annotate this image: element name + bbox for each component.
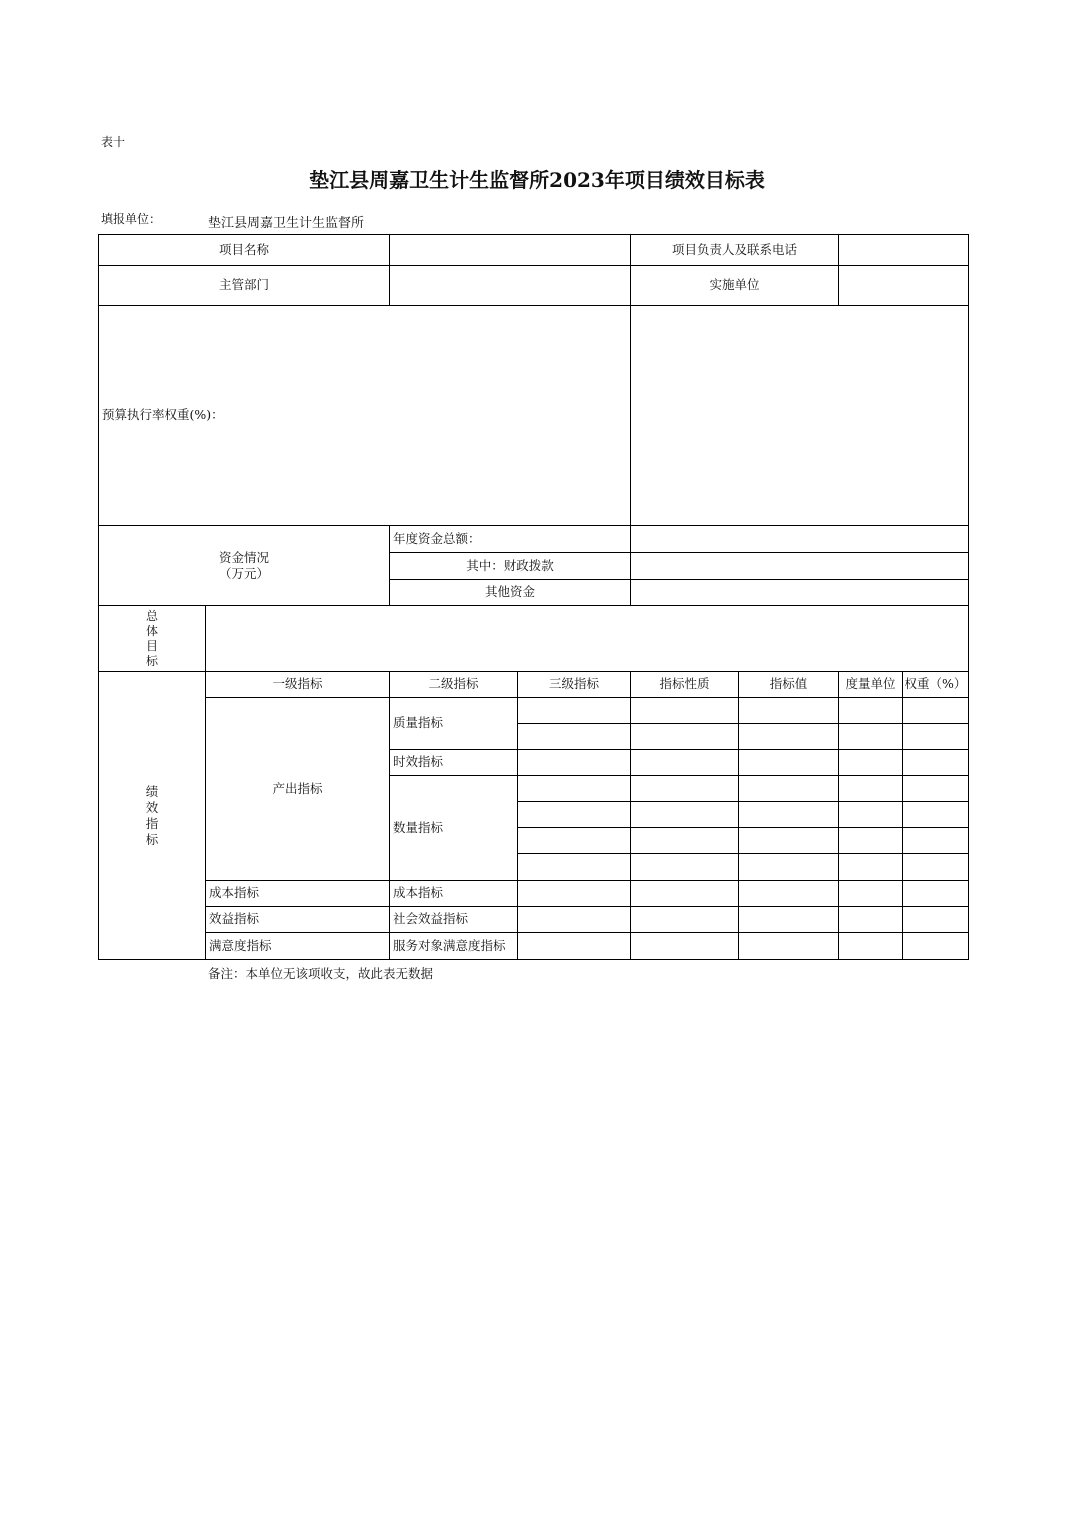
indicator-cell-weight[interactable] (902, 723, 969, 750)
indicator-cell-level3[interactable] (517, 749, 631, 776)
indicator-cell-nature[interactable] (630, 723, 739, 750)
indicator-cell-nature[interactable] (630, 827, 739, 854)
indicator-cell-weight[interactable] (902, 880, 969, 907)
fill-unit-value: 垫江县周嘉卫生计生监督所 (208, 216, 365, 231)
indicator-cell-level3[interactable] (517, 932, 631, 960)
indicator-cell-value[interactable] (738, 853, 839, 881)
benefit-indicator-l2: 社会效益指标 (389, 906, 518, 933)
indicator-cell-value[interactable] (738, 697, 839, 724)
indicator-cell-weight[interactable] (902, 749, 969, 776)
page-title: 垫江县周嘉卫生计生监督所2023年项目绩效目标表 (309, 168, 765, 192)
indicator-cell-unit[interactable] (838, 827, 903, 854)
benefit-indicator-l1: 效益指标 (205, 906, 390, 933)
impl-unit-value[interactable] (838, 265, 969, 306)
timeliness-indicator: 时效指标 (389, 749, 518, 776)
quantity-indicator: 数量指标 (389, 775, 518, 881)
col-level1: 一级指标 (205, 671, 390, 698)
dept-label: 主管部门 (98, 265, 390, 306)
indicator-cell-value[interactable] (738, 827, 839, 854)
indicator-cell-value[interactable] (738, 880, 839, 907)
indicator-cell-nature[interactable] (630, 853, 739, 881)
funds-total-label: 年度资金总额： (389, 525, 631, 553)
satisfaction-indicator-l2: 服务对象满意度指标 (389, 932, 518, 960)
funds-label-cell (98, 525, 390, 606)
indicator-cell-nature[interactable] (630, 801, 739, 828)
indicator-cell-weight[interactable] (902, 697, 969, 724)
indicator-cell-unit[interactable] (838, 906, 903, 933)
col-nature: 指标性质 (630, 671, 739, 698)
indicator-cell-weight[interactable] (902, 801, 969, 828)
indicator-cell-unit[interactable] (838, 853, 903, 881)
col-value: 指标值 (738, 671, 839, 698)
owner-contact-value[interactable] (838, 234, 969, 266)
indicator-cell-level3[interactable] (517, 906, 631, 933)
indicator-cell-value[interactable] (738, 723, 839, 750)
indicator-cell-level3[interactable] (517, 723, 631, 750)
project-name-label: 项目名称 (98, 234, 390, 266)
indicator-cell-unit[interactable] (838, 801, 903, 828)
indicator-cell-level3[interactable] (517, 775, 631, 802)
indicator-cell-value[interactable] (738, 775, 839, 802)
indicator-cell-value[interactable] (738, 932, 839, 960)
funds-other-label: 其他资金 (389, 579, 631, 606)
output-indicator: 产出指标 (205, 697, 390, 881)
indicator-cell-level3[interactable] (517, 853, 631, 881)
satisfaction-indicator-l1: 满意度指标 (205, 932, 390, 960)
indicator-cell-unit[interactable] (838, 697, 903, 724)
col-weight: 权重（%） (902, 671, 969, 698)
funds-total-value[interactable] (630, 525, 969, 553)
footnote: 备注：本单位无该项收支，故此表无数据 (208, 966, 434, 981)
indicator-cell-unit[interactable] (838, 749, 903, 776)
indicator-cell-weight[interactable] (902, 853, 969, 881)
budget-weight-cell: 预算执行率权重(%)： (98, 305, 631, 526)
indicator-cell-weight[interactable] (902, 906, 969, 933)
indicator-cell-weight[interactable] (902, 775, 969, 802)
indicator-cell-unit[interactable] (838, 723, 903, 750)
indicator-cell-unit[interactable] (838, 932, 903, 960)
indicator-cell-unit[interactable] (838, 880, 903, 907)
project-name-value[interactable] (389, 234, 631, 266)
indicator-cell-nature[interactable] (630, 749, 739, 776)
col-unit: 度量单位 (838, 671, 903, 698)
overall-goal-value[interactable] (205, 605, 969, 672)
funds-fiscal-label: 其中：财政拨款 (389, 552, 631, 580)
funds-unit: （万元） (218, 565, 269, 581)
dept-value[interactable] (389, 265, 631, 306)
indicator-cell-nature[interactable] (630, 906, 739, 933)
indicator-cell-weight[interactable] (902, 932, 969, 960)
indicator-cell-nature[interactable] (630, 697, 739, 724)
indicator-cell-nature[interactable] (630, 775, 739, 802)
quality-indicator: 质量指标 (389, 697, 518, 750)
indicator-cell-value[interactable] (738, 801, 839, 828)
col-level3: 三级指标 (517, 671, 631, 698)
indicator-cell-nature[interactable] (630, 932, 739, 960)
table-tag: 表十 (101, 135, 126, 149)
indicator-cell-unit[interactable] (838, 775, 903, 802)
perf-indicator-label: 绩 效 指 标 (98, 671, 206, 960)
indicator-cell-weight[interactable] (902, 827, 969, 854)
indicator-cell-level3[interactable] (517, 801, 631, 828)
fill-unit-label: 填报单位： (101, 212, 162, 226)
indicator-cell-level3[interactable] (517, 880, 631, 907)
cost-indicator-l2: 成本指标 (389, 880, 518, 907)
funds-label: 资金情况 (218, 549, 269, 565)
indicator-cell-nature[interactable] (630, 880, 739, 907)
funds-fiscal-value[interactable] (630, 552, 969, 580)
impl-unit-label: 实施单位 (630, 265, 839, 306)
indicator-cell-value[interactable] (738, 749, 839, 776)
cost-indicator-l1: 成本指标 (205, 880, 390, 907)
col-level2: 二级指标 (389, 671, 518, 698)
overall-goal-label: 总 体 目 标 (98, 605, 206, 672)
indicator-cell-value[interactable] (738, 906, 839, 933)
indicator-cell-level3[interactable] (517, 827, 631, 854)
funds-other-value[interactable] (630, 579, 969, 606)
budget-weight-value[interactable] (630, 305, 969, 526)
owner-contact-label: 项目负责人及联系电话 (630, 234, 839, 266)
indicator-cell-level3[interactable] (517, 697, 631, 724)
